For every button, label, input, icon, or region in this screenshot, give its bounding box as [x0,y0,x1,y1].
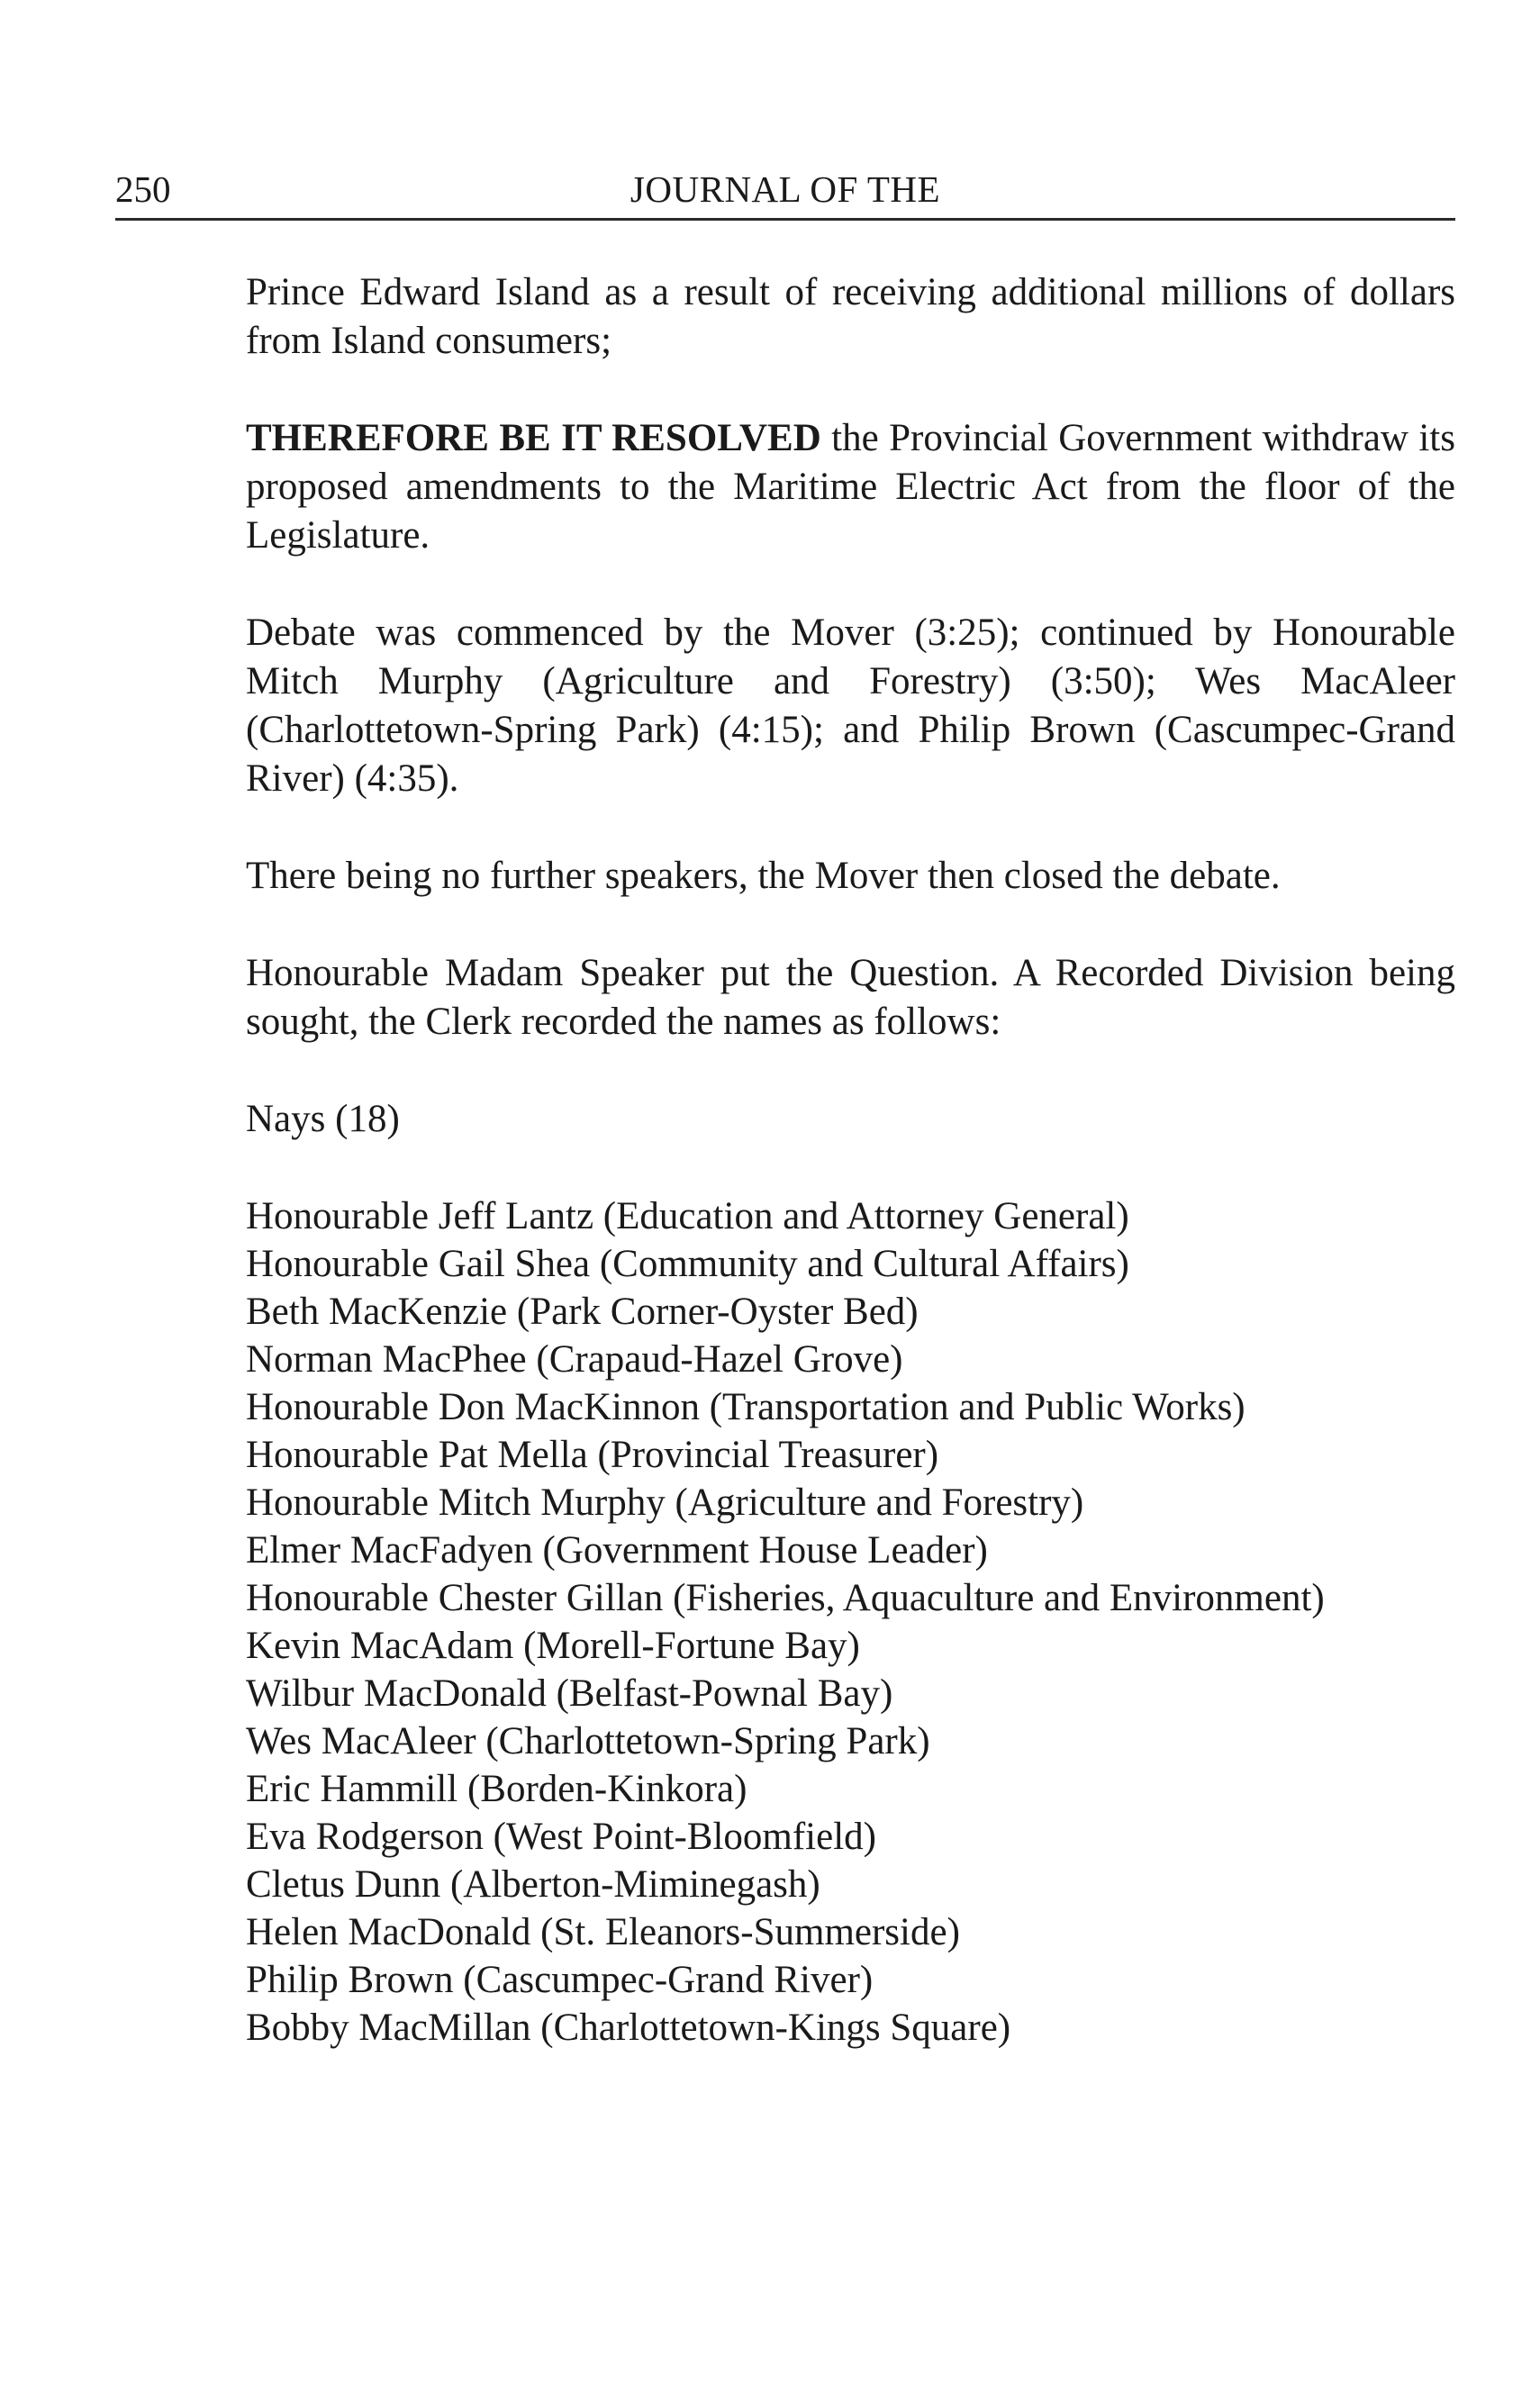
member-list-item: Honourable Pat Mella (Provincial Treasurer) [246,1434,939,1476]
paragraph-question: Honourable Madam Speaker put the Question. A Recorded Division being sought, the Clerk recorded the names as follows: [246,952,1455,1043]
resolution-text: the Provincial Government withdraw its proposed amendments to the Maritime Electric Act from the floor of the Legislature. [246,417,1455,557]
member-list-item: Honourable Chester Gillan (Fisheries, Aquaculture and Environment) [246,1577,1325,1619]
nays-heading: Nays (18) [246,1098,400,1140]
member-list-item: Elmer MacFadyen (Government House Leader) [246,1529,988,1572]
member-list-item: Philip Brown (Cascumpec-Grand River) [246,1959,874,2001]
paragraph-resolution [246,414,1455,560]
page-number: 250 [115,168,171,210]
member-list-item: Bobby MacMillan (Charlottetown-Kings Square) [246,2007,1011,2049]
body-text [246,268,1455,2052]
member-list-item: Honourable Gail Shea (Community and Cultural Affairs) [246,1243,1129,1285]
member-list-item: Norman MacPhee (Crapaud-Hazel Grove) [246,1338,903,1381]
member-list-item: Helen MacDonald (St. Eleanors-Summerside) [246,1911,960,1953]
member-list-item: Cletus Dunn (Alberton-Miminegash) [246,1863,820,1906]
page-header [115,168,1455,221]
member-list-item: Eva Rodgerson (West Point-Bloomfield) [246,1816,876,1858]
paragraph-continuation: Prince Edward Island as a result of receiving additional millions of dollars from Island consumers; [246,271,1455,362]
member-list-item: Beth MacKenzie (Park Corner-Oyster Bed) [246,1291,919,1333]
member-list-item: Honourable Mitch Murphy (Agriculture and Forestry) [246,1481,1084,1524]
member-list-item: Honourable Jeff Lantz (Education and Attorney General) [246,1195,1129,1237]
member-list-item: Wilbur MacDonald (Belfast-Pownal Bay) [246,1672,893,1715]
resolution-lead: THEREFORE BE IT RESOLVED [246,417,821,459]
paragraph-closing: There being no further speakers, the Mover then closed the debate. [246,855,1281,897]
member-list-item: Honourable Don MacKinnon (Transportation and Public Works) [246,1386,1246,1428]
member-list-item: Kevin MacAdam (Morell-Fortune Bay) [246,1625,860,1667]
nays-member-list [246,1192,1455,2052]
member-list-item: Wes MacAleer (Charlottetown-Spring Park) [246,1720,930,1762]
running-head: JOURNAL OF THE [630,168,941,210]
paragraph-debate: Debate was commenced by the Mover (3:25); continued by Honourable Mitch Murphy (Agriculture and Forestry) (3:50); Wes MacAleer (Charlottetown-Spring Park) (4:15); and Philip Brown (Cascumpec-Grand River) (4:35). [246,612,1455,800]
member-list-item: Eric Hammill (Borden-Kinkora) [246,1768,747,1810]
